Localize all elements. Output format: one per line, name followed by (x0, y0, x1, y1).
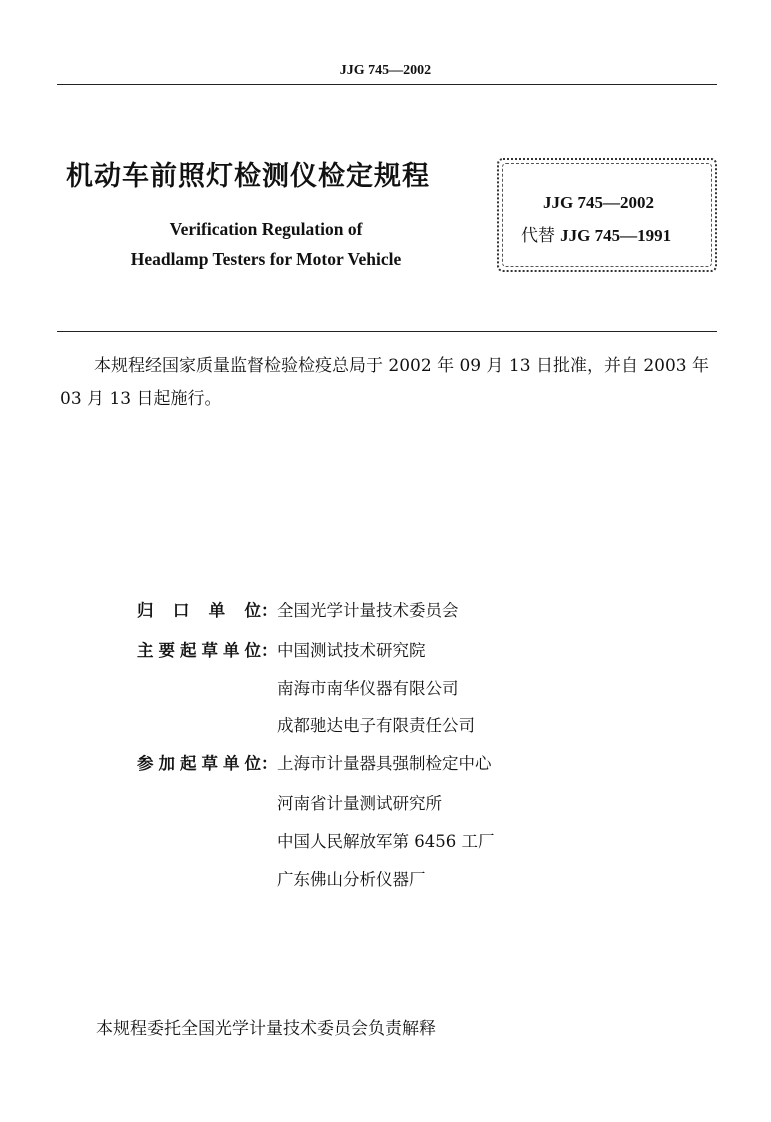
main-drafting-colon: ： (261, 641, 278, 660)
standard-code-stamp (497, 158, 717, 272)
title-english-line2: Headlamp Testers for Motor Vehicle (130, 249, 402, 269)
approval-statement: 本规程经国家质量监督检验检疫总局于 2002 年 09 月 13 日批准，并自 2003 年 03 月 13 日起施行。 (60, 356, 710, 409)
main-drafting-unit: 南海市南华仪器有限公司 (277, 679, 459, 698)
participant-drafting-unit: 河南省计量测试研究所 (277, 794, 442, 813)
owner-unit-label: 归口单位 (137, 601, 261, 620)
header-rule (57, 84, 717, 85)
stamp-code: JJG 745—2002 (543, 193, 654, 212)
title-chinese: 机动车前照灯检测仪检定规程 (66, 161, 430, 192)
main-drafting-unit: 成都驰达电子有限责任公司 (277, 716, 475, 735)
stamp-replace-code: JJG 745—1991 (560, 226, 672, 245)
owner-unit-colon: ： (261, 601, 278, 620)
participant-drafting-unit: 上海市计量器具强制检定中心 (277, 754, 492, 773)
owner-unit-value: 全国光学计量技术委员会 (277, 601, 459, 620)
main-drafting-unit: 中国测试技术研究院 (277, 641, 426, 660)
participant-drafting-unit: 广东佛山分析仪器厂 (277, 870, 426, 889)
interpretation-note: 本规程委托全国光学计量技术委员会负责解释 (96, 1019, 436, 1039)
stamp-inner-border (502, 163, 712, 267)
header-standard-code: JJG 745—2002 (339, 63, 432, 78)
stamp-replace-line (521, 221, 671, 246)
participant-drafting-colon: ： (261, 754, 278, 773)
title-english-line1: Verification Regulation of (169, 219, 363, 239)
title-bottom-rule (57, 331, 717, 332)
stamp-replace-prefix: 代替 (521, 226, 555, 246)
participant-drafting-unit: 中国人民解放军第 6456 工厂 (277, 832, 495, 851)
main-drafting-label: 主要起草单位 (137, 641, 261, 660)
participant-drafting-label: 参加起草单位 (137, 754, 261, 773)
